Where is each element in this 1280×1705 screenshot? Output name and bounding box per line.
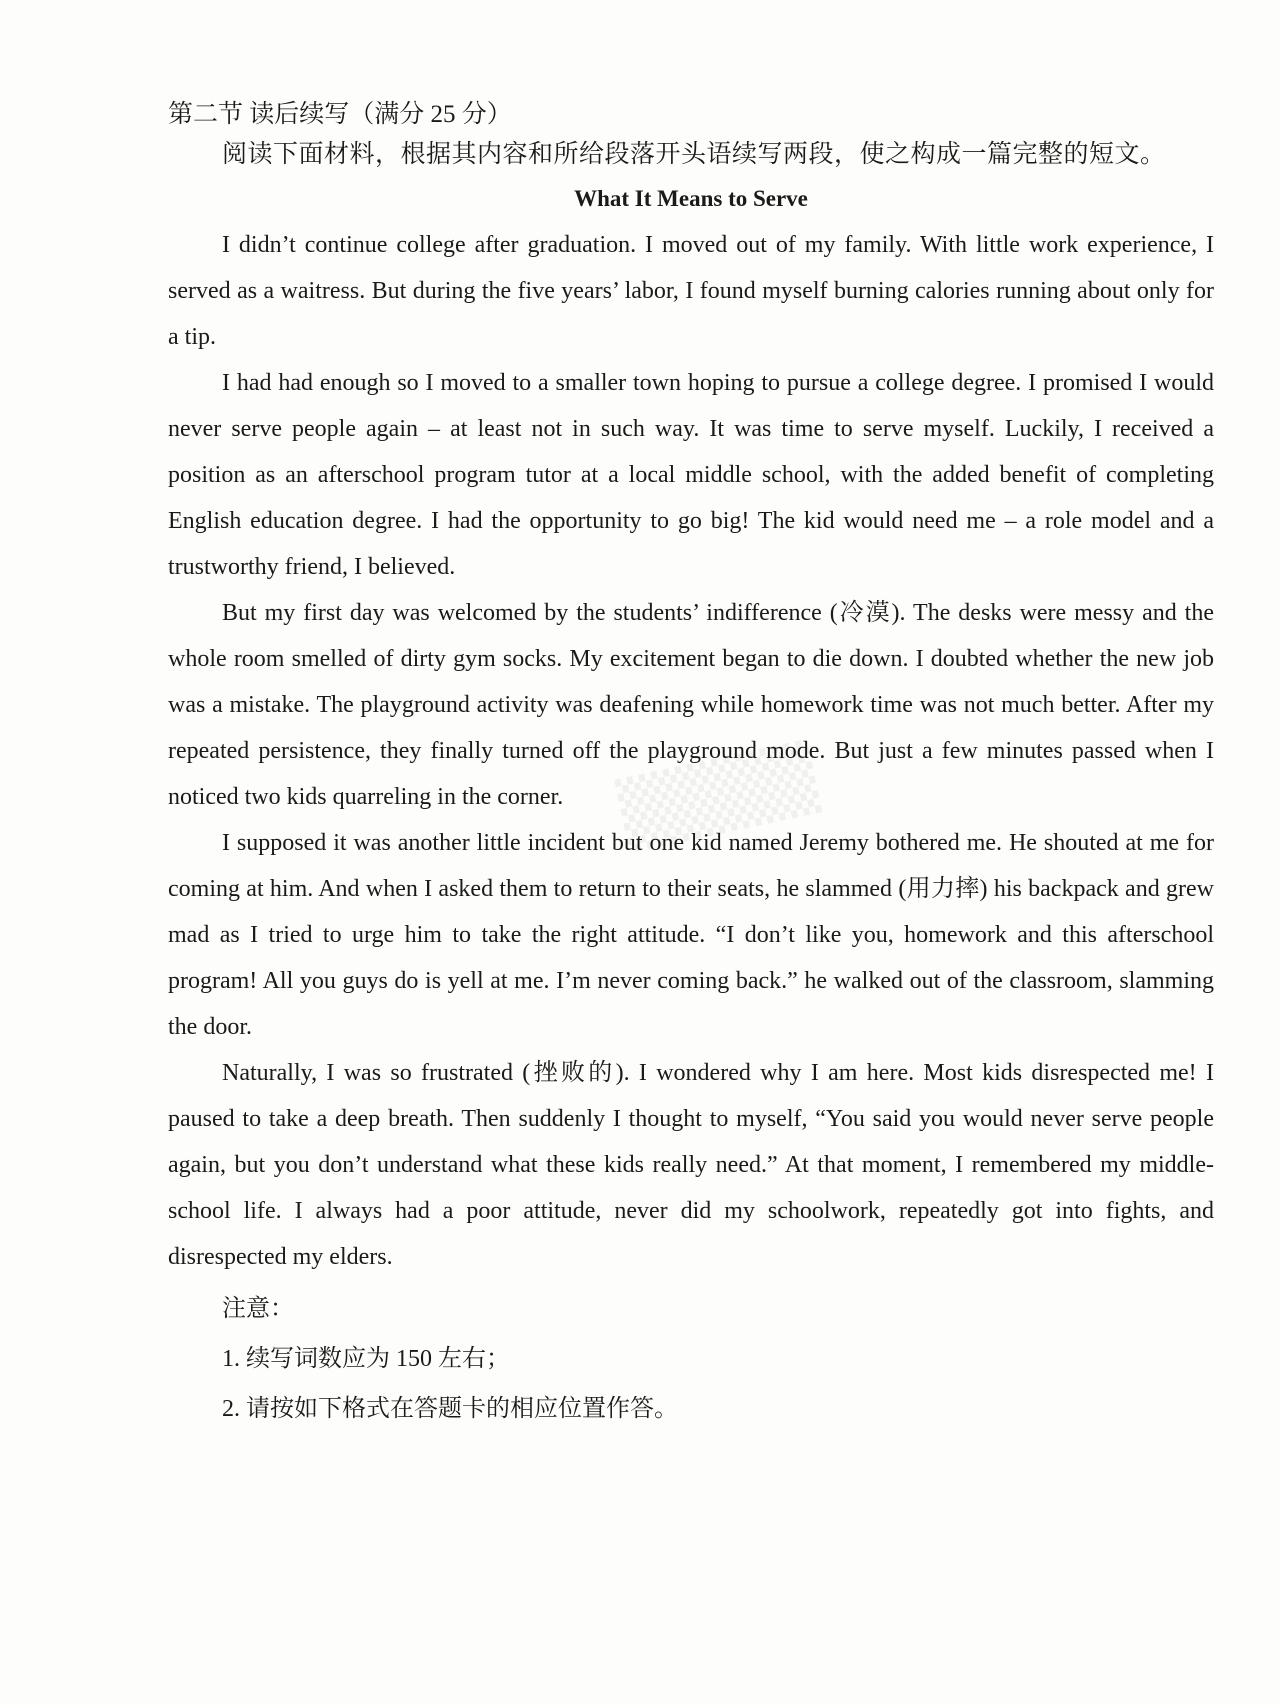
essay-paragraph-5: Naturally, I was so frustrated (挫败的). I wondered why I am here. Most kids disrespected me! I paused to take a deep breath. Then suddenly I thought to myself, “You said you would never serve people again, but you don’t understand what these kids really need.” At that moment, I remembered my middle-school life. I always had a poor attitude, never did my schoolwork, repeatedly got into fights, and disrespected my elders.: [168, 1060, 1214, 1270]
note-item-word-count: 1. 续写词数应为 150 左右；: [222, 1346, 510, 1372]
essay: [168, 184, 1214, 1280]
notes-heading: 注意：: [222, 1296, 294, 1322]
instruction-text: 阅读下面材料，根据其内容和所给段落开头语续写两段，使之构成一篇完整的短文。: [222, 141, 1166, 168]
section-heading: 第二节 读后续写（满分 25 分）: [168, 101, 512, 128]
note-item-format: 2. 请按如下格式在答题卡的相应位置作答。: [222, 1396, 678, 1422]
essay-paragraph-1: I didn’t continue college after graduation. I moved out of my family. With little work experience, I served as a waitress. But during the five years’ labor, I found myself burning calories running about only for a tip.: [168, 232, 1214, 350]
essay-paragraph-2: I had had enough so I moved to a smaller town hoping to pursue a college degree. I promised I would never serve people again – at least not in such way. It was time to serve myself. Luckily, I received a position as an afterschool program tutor at a local middle school, with the added benefit of completing English education degree. I had the opportunity to go big! The kid would need me – a role model and a trustworthy friend, I believed.: [168, 370, 1214, 580]
faint-watermark: ▒▒▒▒: [614, 740, 823, 854]
notes-section: [168, 1284, 1214, 1434]
essay-paragraph-3: But my first day was welcomed by the students’ indifference (冷漠). The desks were messy and the whole room smelled of dirty gym socks. My excitement began to die down. I doubted whether the new job was a mistake. The playground activity was deafening while homework time was not much better. After my repeated persistence, they finally turned off the playground mode. But just a few minutes passed when I noticed two kids quarreling in the corner.: [168, 600, 1214, 810]
essay-paragraph-4: I supposed it was another little incident but one kid named Jeremy bothered me. He shouted at me for coming at him. And when I asked them to return to their seats, he slammed (用力摔) his backpack and grew mad as I tried to urge him to take the right attitude. “I don’t like you, homework and this afterschool program! All you guys do is yell at me. I’m never coming back.” he walked out of the classroom, slamming the door.: [168, 830, 1214, 1040]
essay-title: What It Means to Serve: [574, 186, 808, 211]
